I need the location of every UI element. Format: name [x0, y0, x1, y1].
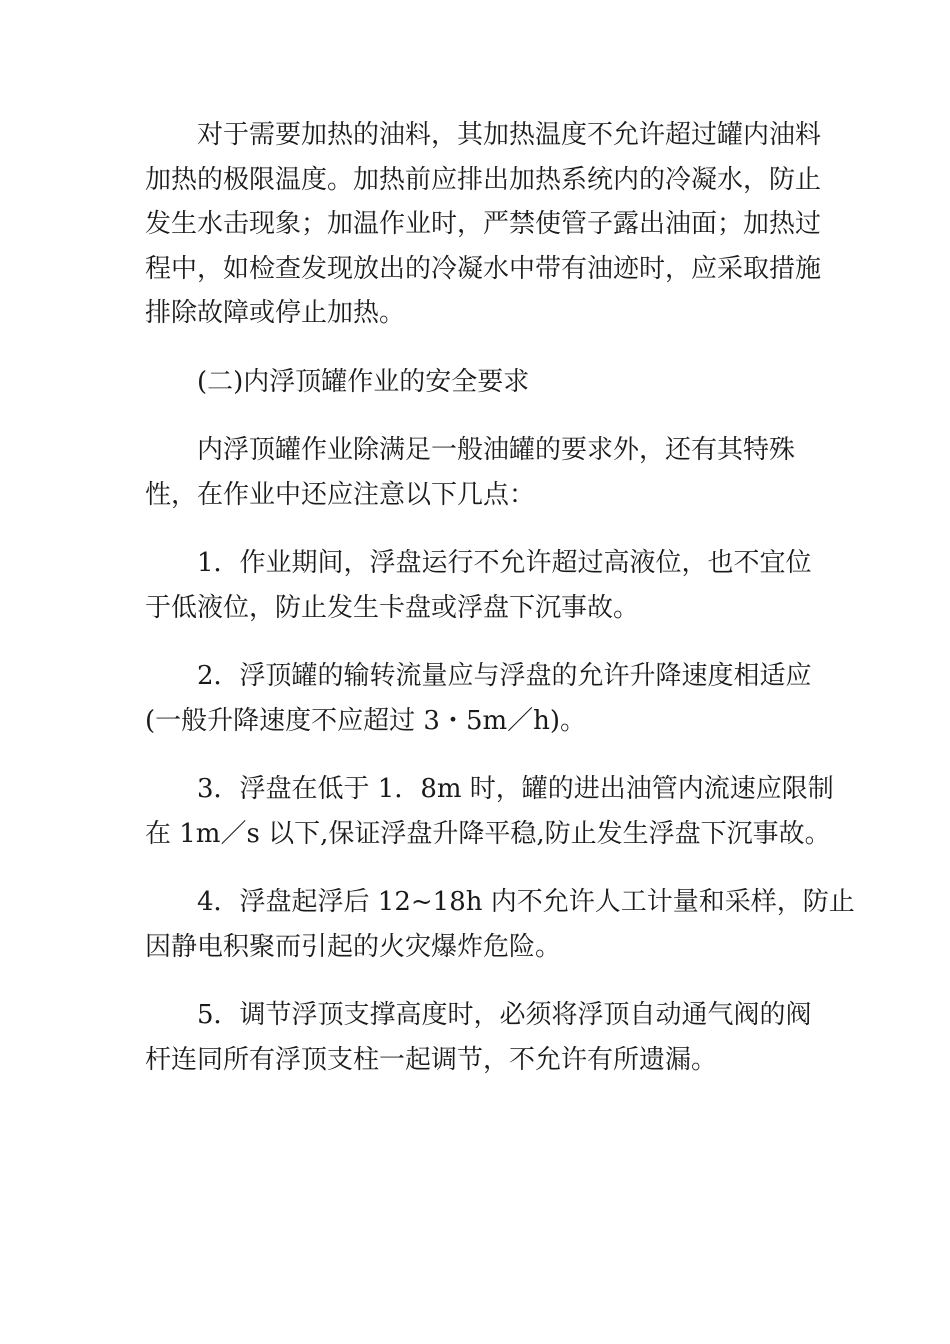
- list-item-1: [145, 541, 815, 630]
- heading-text: (二)内浮顶罐作业的安全要求: [197, 366, 530, 397]
- text-line: 排除故障或停止加热。: [145, 298, 406, 328]
- document-page: [145, 113, 855, 1106]
- text-line: 性，在作业中还应注意以下几点：: [145, 479, 536, 510]
- text-line: (一般升降速度不应超过 3・5m／h)。: [145, 705, 587, 736]
- list-item-3: [145, 767, 834, 856]
- text-line: 3．浮盘在低于 1．8m 时，罐的进出油管内流速应限制: [197, 774, 834, 804]
- text-line: 加热的极限温度。加热前应排出加热系统内的冷凝水，防止: [145, 164, 822, 195]
- text-line: 于低液位，防止发生卡盘或浮盘下沉事故。: [145, 592, 640, 623]
- section-heading: [145, 360, 815, 405]
- text-line: 内浮顶罐作业除满足一般油罐的要求外，还有其特殊: [197, 435, 796, 465]
- list-item-5: [145, 993, 815, 1082]
- list-item-2: [145, 654, 815, 743]
- paragraph-intro: [145, 428, 815, 517]
- text-line: 因静电积聚而引起的火灾爆炸危险。: [145, 931, 562, 962]
- text-line: 程中，如检查发现放出的冷凝水中带有油迹时，应采取措施: [145, 253, 822, 284]
- paragraph-heating: [145, 113, 822, 336]
- text-line: 杆连同所有浮顶支柱一起调节，不允许有所遗漏。: [145, 1044, 718, 1075]
- text-line: 4．浮盘起浮后 12~18h 内不允许人工计量和采样，防止: [197, 887, 855, 917]
- text-line: 5．调节浮顶支撑高度时，必须将浮顶自动通气阀的阀: [197, 1000, 812, 1030]
- text-line: 2．浮顶罐的输转流量应与浮盘的允许升降速度相适应: [197, 661, 812, 691]
- text-line: 对于需要加热的油料，其加热温度不允许超过罐内油料: [197, 120, 822, 150]
- text-line: 发生水击现象；加温作业时，严禁使管子露出油面；加热过: [145, 209, 822, 239]
- list-item-4: [145, 880, 855, 969]
- text-line: 在 1m／s 以下,保证浮盘升降平稳,防止发生浮盘下沉事故。: [145, 818, 831, 849]
- text-line: 1．作业期间，浮盘运行不允许超过高液位，也不宜位: [197, 548, 812, 578]
